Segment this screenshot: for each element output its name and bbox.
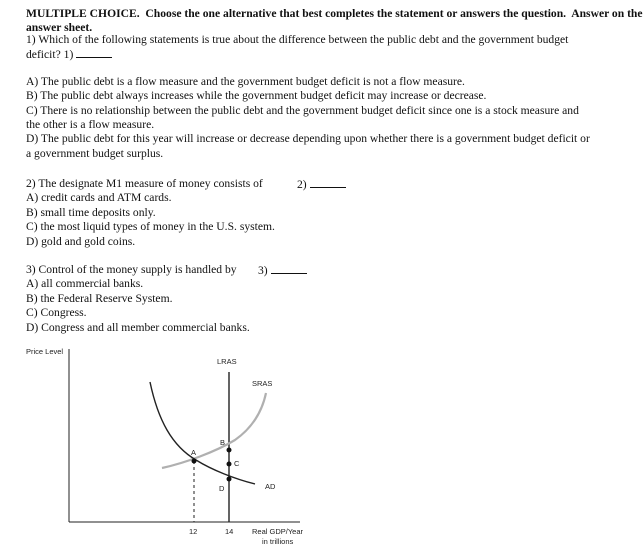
q2-option-c: C) the most liquid types of money in the U.S. system. <box>26 220 275 234</box>
q2-option-d: D) gold and gold coins. <box>26 234 136 248</box>
instructions-text: Choose the one alternative that best completes the statement or answers the question. <box>145 7 567 20</box>
question-1-number: deficit? 1) <box>26 48 74 62</box>
question-1-stem: 1) Which of the following statements is true about the difference between the public debt and the government budget <box>26 33 569 46</box>
instructions-line-2: answer sheet. <box>26 21 93 35</box>
x-axis-label-line-1: Real GDP/Year <box>252 527 303 536</box>
sras-curve <box>162 393 266 468</box>
q2-option-b: B) small time deposits only. <box>26 205 156 219</box>
ad-curve <box>150 382 255 484</box>
lras-label: LRAS <box>217 357 237 366</box>
point-b <box>227 448 232 453</box>
point-c <box>227 462 232 467</box>
y-axis-label: Price Level <box>26 347 64 356</box>
instructions-text-end: Answer on the <box>571 7 643 20</box>
point-a <box>192 459 197 464</box>
x-axis-label-line-2: in trillions <box>262 537 294 546</box>
point-d-label: D <box>219 484 225 493</box>
q1-option-d-cont: a government budget surplus. <box>26 146 164 160</box>
question-2-stem: 2) The designate M1 measure of money consists of <box>26 177 263 190</box>
question-2-number: 2) <box>297 178 307 191</box>
question-3-stem: 3) Control of the money supply is handled by <box>26 263 237 276</box>
point-a-label: A <box>191 448 197 457</box>
point-d <box>227 477 232 482</box>
point-b-label: B <box>220 438 226 447</box>
q3-option-b: B) the Federal Reserve System. <box>26 291 173 305</box>
q1-option-d: D) The public debt for this year will increase or decrease depending upon whether there is a government budget deficit or <box>26 132 590 146</box>
x-tick-12: 12 <box>189 527 198 536</box>
q2-option-a: A) credit cards and ATM cards. <box>26 191 172 205</box>
x-tick-14: 14 <box>225 527 234 536</box>
ad-label: AD <box>265 482 276 491</box>
q1-option-c-cont: the other is a flow measure. <box>26 118 155 132</box>
sras-label: SRAS <box>252 379 273 388</box>
question-3-number: 3) <box>258 264 268 277</box>
q1-option-c: C) There is no relationship between the public debt and the government budget deficit since one is a stock measure and <box>26 103 579 117</box>
section-title: MULTIPLE CHOICE. <box>26 7 140 20</box>
q3-option-a: A) all commercial banks. <box>26 277 144 291</box>
q1-option-b: B) The public debt always increases while the government budget deficit may increase or decrease. <box>26 89 487 103</box>
q3-option-c: C) Congress. <box>26 306 87 320</box>
point-c-label: C <box>234 459 240 468</box>
q1-option-a: A) The public debt is a flow measure and the government budget deficit is not a flow measure. <box>26 74 465 88</box>
q3-option-d: D) Congress and all member commercial banks. <box>26 320 250 334</box>
